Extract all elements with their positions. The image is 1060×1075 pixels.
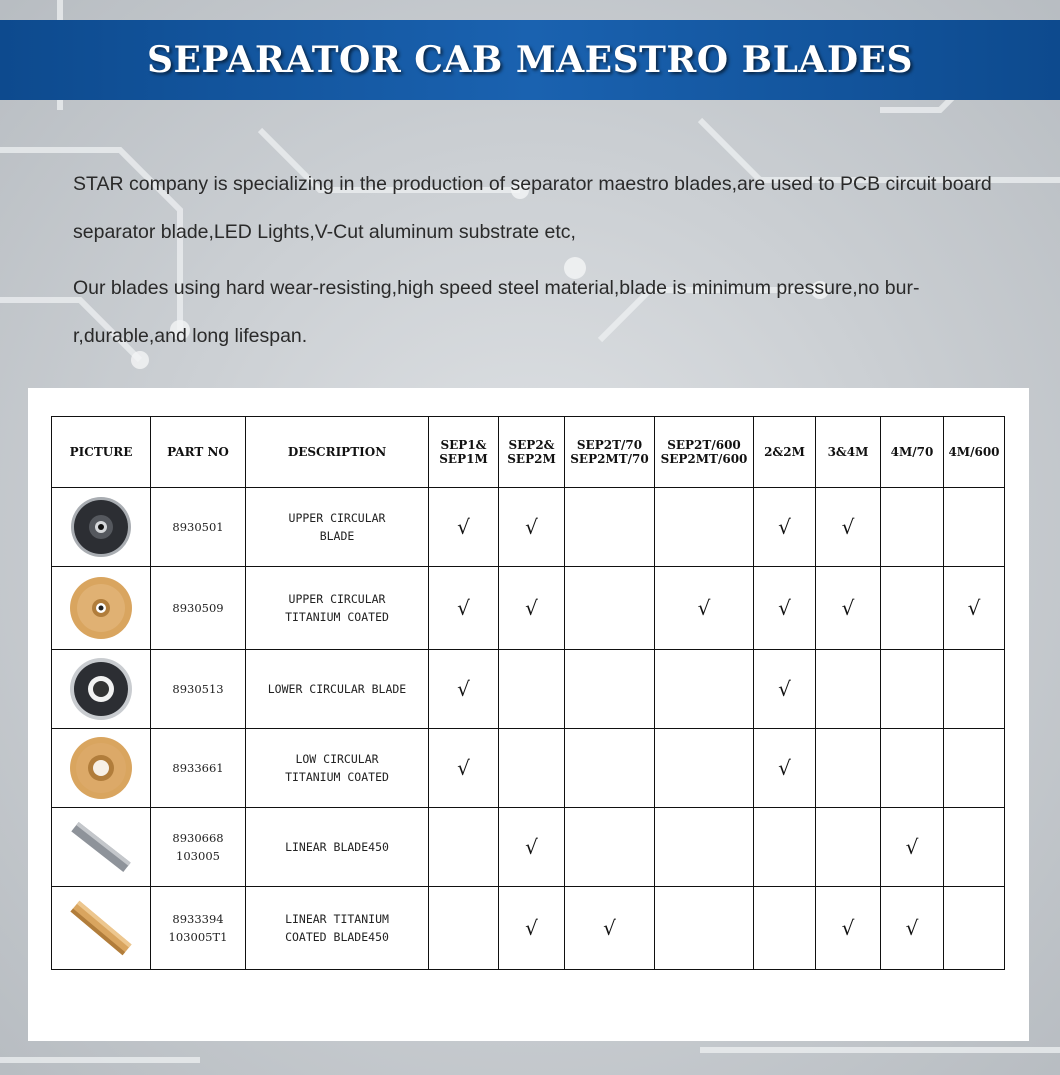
- description-cell: [246, 650, 429, 729]
- table-row: [52, 567, 1005, 650]
- intro-text: [73, 160, 1013, 368]
- compat-cell: [499, 808, 565, 887]
- intro-paragraph-1: STAR company is specializing in the production of separator maestro blades,are used to PCB circuit board separator blade,LED Lights,V-Cut aluminum substrate etc,: [73, 173, 992, 243]
- compat-cell: [565, 650, 655, 729]
- header-3-4m: 3&4M: [816, 417, 881, 488]
- description-line2: TITANIUM COATED: [285, 770, 389, 784]
- compat-cell: [565, 887, 655, 970]
- table-header-row: [52, 417, 1005, 488]
- compat-cell: [429, 808, 499, 887]
- part-no-cell: [151, 650, 246, 729]
- check-mark: √: [697, 596, 711, 620]
- check-mark: √: [457, 596, 470, 620]
- header-sep1: [429, 417, 499, 488]
- compat-cell: [816, 488, 881, 567]
- compat-cell: [754, 567, 816, 650]
- silver-circular-blade-icon: [52, 495, 150, 559]
- header-sep2t70-line2: SEP2MT/70: [570, 452, 649, 466]
- compat-cell: [754, 808, 816, 887]
- header-part-no: PART NO: [151, 417, 246, 488]
- compat-cell: [499, 567, 565, 650]
- title-banner: [0, 20, 1060, 100]
- compat-cell: [655, 808, 754, 887]
- picture-cell: [52, 729, 151, 808]
- check-mark: √: [457, 756, 470, 780]
- description-line2: COATED BLADE450: [285, 930, 389, 944]
- description-cell: [246, 808, 429, 887]
- compat-cell: [881, 729, 944, 808]
- compat-cell: [754, 887, 816, 970]
- header-sep2-line2: SEP2M: [507, 452, 556, 466]
- check-mark: √: [603, 916, 616, 940]
- description-cell: [246, 729, 429, 808]
- part-no-line1: 8930501: [172, 520, 224, 534]
- header-sep2-line1: SEP2&: [508, 438, 555, 452]
- part-no-line1: 8930513: [172, 682, 224, 696]
- gold-linear-blade-icon: [52, 896, 150, 960]
- check-mark: √: [457, 515, 470, 539]
- compat-cell: [655, 887, 754, 970]
- description-line1: UPPER CIRCULAR: [288, 592, 386, 606]
- description-cell: [246, 488, 429, 567]
- description-line1: LOWER CIRCULAR BLADE: [267, 682, 407, 696]
- compat-cell: [655, 729, 754, 808]
- header-4m-70: 4M/70: [881, 417, 944, 488]
- description-line1: UPPER CIRCULAR: [288, 511, 386, 525]
- compat-cell: [429, 488, 499, 567]
- header-4m-600: 4M/600: [944, 417, 1005, 488]
- part-no-cell: [151, 488, 246, 567]
- part-no-line1: 8930668: [172, 831, 224, 845]
- description-line2: TITANIUM COATED: [285, 610, 389, 624]
- compat-cell: [881, 808, 944, 887]
- compat-cell: [499, 887, 565, 970]
- table-row: [52, 650, 1005, 729]
- gold-circular-blade-icon: [52, 575, 150, 641]
- compat-cell: [944, 808, 1005, 887]
- description-line1: LINEAR BLADE450: [285, 840, 389, 854]
- compat-cell: [754, 650, 816, 729]
- compat-cell: [754, 488, 816, 567]
- picture-cell: [52, 887, 151, 970]
- header-sep1-line1: SEP1&: [440, 438, 487, 452]
- compat-cell: [881, 650, 944, 729]
- table-row: [52, 488, 1005, 567]
- part-no-cell: [151, 567, 246, 650]
- compat-cell: [655, 567, 754, 650]
- header-sep2t70: [565, 417, 655, 488]
- silver-linear-blade-icon: [52, 817, 150, 877]
- compat-cell: [944, 729, 1005, 808]
- compat-cell: [655, 488, 754, 567]
- check-mark: √: [778, 596, 791, 620]
- picture-cell: [52, 488, 151, 567]
- compat-cell: [881, 887, 944, 970]
- header-sep2t70-line1: SEP2T/70: [576, 438, 643, 452]
- header-picture: PICTURE: [52, 417, 151, 488]
- silver-lower-circular-blade-icon: [52, 656, 150, 722]
- description-line1: LOW CIRCULAR: [295, 752, 379, 766]
- compat-cell: [499, 729, 565, 808]
- part-no-cell: [151, 808, 246, 887]
- part-no-line1: 8930509: [172, 601, 224, 615]
- compat-cell: [565, 808, 655, 887]
- check-mark: √: [905, 916, 919, 940]
- compat-cell: [565, 729, 655, 808]
- check-mark: √: [525, 916, 538, 940]
- compat-cell: [565, 567, 655, 650]
- page-title: SEPARATOR CAB MAESTRO BLADES: [147, 39, 913, 81]
- compat-cell: [429, 729, 499, 808]
- compat-cell: [816, 808, 881, 887]
- compat-cell: [816, 567, 881, 650]
- picture-cell: [52, 808, 151, 887]
- description-line1: LINEAR TITANIUM: [285, 912, 389, 926]
- header-sep2t600-line1: SEP2T/600: [667, 438, 741, 452]
- picture-cell: [52, 567, 151, 650]
- compat-cell: [754, 729, 816, 808]
- check-mark: √: [778, 677, 791, 701]
- check-mark: √: [525, 515, 538, 539]
- check-mark: √: [841, 916, 855, 940]
- table-body: [52, 488, 1005, 970]
- check-mark: √: [778, 515, 791, 539]
- table-row: [52, 887, 1005, 970]
- compat-cell: [499, 488, 565, 567]
- part-no-line2: 103005: [176, 849, 220, 863]
- check-mark: √: [457, 677, 470, 701]
- part-no-line1: 8933394: [172, 912, 224, 926]
- header-sep1-line2: SEP1M: [439, 452, 488, 466]
- check-mark: √: [525, 835, 538, 859]
- blades-table-panel: [28, 388, 1029, 1041]
- header-sep2: [499, 417, 565, 488]
- compat-cell: [429, 887, 499, 970]
- header-description: DESCRIPTION: [246, 417, 429, 488]
- table-row: [52, 808, 1005, 887]
- description-cell: [246, 887, 429, 970]
- description-cell: [246, 567, 429, 650]
- compat-cell: [565, 488, 655, 567]
- intro-paragraph-2: Our blades using hard wear-resisting,high speed steel material,blade is minimum pressure,no bur-r,durable,and long lifespan.: [73, 277, 920, 347]
- part-no-line2: 103005T1: [168, 930, 228, 944]
- compat-cell: [816, 729, 881, 808]
- table-row: [52, 729, 1005, 808]
- compat-cell: [944, 887, 1005, 970]
- compat-cell: [499, 650, 565, 729]
- compat-cell: [429, 650, 499, 729]
- check-mark: √: [525, 596, 538, 620]
- check-mark: √: [841, 596, 855, 620]
- compat-cell: [881, 488, 944, 567]
- check-mark: √: [778, 756, 791, 780]
- part-no-cell: [151, 729, 246, 808]
- header-2-2m: 2&2M: [754, 417, 816, 488]
- compat-cell: [816, 887, 881, 970]
- compat-cell: [944, 488, 1005, 567]
- part-no-line1: 8933661: [172, 761, 224, 775]
- part-no-cell: [151, 887, 246, 970]
- header-sep2t600-line2: SEP2MT/600: [660, 452, 748, 466]
- picture-cell: [52, 650, 151, 729]
- compat-cell: [944, 650, 1005, 729]
- header-sep2t600: [655, 417, 754, 488]
- description-line2: BLADE: [319, 529, 355, 543]
- blades-table: [51, 416, 1005, 970]
- check-mark: √: [967, 596, 981, 620]
- gold-lower-circular-blade-icon: [52, 735, 150, 801]
- compat-cell: [429, 567, 499, 650]
- check-mark: √: [905, 835, 919, 859]
- compat-cell: [816, 650, 881, 729]
- compat-cell: [655, 650, 754, 729]
- compat-cell: [881, 567, 944, 650]
- check-mark: √: [841, 515, 855, 539]
- compat-cell: [944, 567, 1005, 650]
